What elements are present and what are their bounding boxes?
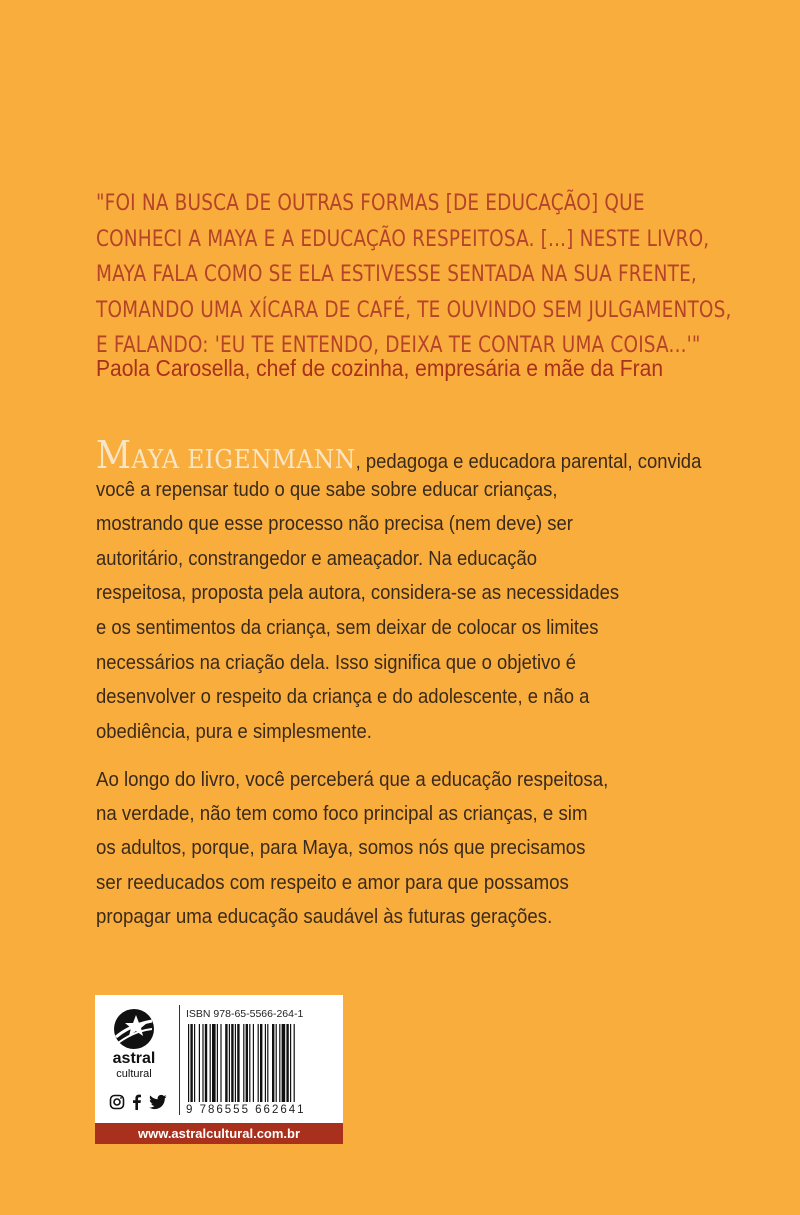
- barcode-bar: [265, 1024, 266, 1102]
- description-line: você a repensar tudo o que sabe sobre educar crianças,: [96, 477, 558, 501]
- quote-line: TOMANDO UMA XÍCARA DE CAFÉ, TE OUVINDO SEM JULGAMENTOS,: [96, 297, 732, 323]
- barcode-bar: [276, 1024, 277, 1102]
- isbn-label: ISBN 978-65-5566-264-1: [186, 1008, 304, 1020]
- description-line: obediência, pura e simplesmente.: [96, 719, 372, 743]
- barcode-panel: [95, 995, 343, 1123]
- facebook-icon[interactable]: [131, 1094, 143, 1110]
- barcode-bar: [260, 1024, 262, 1102]
- barcode-bar: [279, 1024, 280, 1102]
- barcode-bar: [231, 1024, 233, 1102]
- barcode-bar: [267, 1024, 268, 1102]
- barcode-bar: [246, 1024, 248, 1102]
- barcode-bar: [220, 1024, 221, 1102]
- barcode-bar: [205, 1024, 207, 1102]
- quote-line: MAYA FALA COMO SE ELA ESTIVESSE SENTADA NA SUA FRENTE,: [96, 262, 697, 288]
- description-line: necessários na criação dela. Isso significa que o objetivo é: [96, 650, 576, 674]
- description-line: MAYA EIGENMANN, pedagoga e educadora parental, convida: [96, 433, 702, 477]
- panel-divider: [179, 1005, 180, 1115]
- book-description: [96, 433, 756, 749]
- barcode-bar: [217, 1024, 218, 1102]
- paragraph-line: os adultos, porque, para Maya, somos nós que precisamos: [96, 836, 586, 860]
- barcode-bar: [225, 1024, 227, 1102]
- paragraph-line: na verdade, não tem como foco principal as crianças, e sim: [96, 802, 588, 826]
- publisher-emblem-icon: [106, 1007, 166, 1087]
- publisher-name: astral: [112, 1050, 156, 1067]
- barcode-bar: [237, 1024, 239, 1102]
- barcode-bar: [253, 1024, 254, 1102]
- barcode-bar: [249, 1024, 250, 1102]
- barcode-bar: [199, 1024, 200, 1102]
- instagram-icon[interactable]: [109, 1094, 125, 1110]
- quote-line: CONHECI A MAYA E A EDUCAÇÃO RESPEITOSA. [...] NESTE LIVRO,: [96, 226, 710, 252]
- social-icons: [109, 1093, 173, 1111]
- barcode-bar: [188, 1024, 189, 1102]
- barcode-bar: [212, 1024, 216, 1102]
- barcode-bar: [194, 1024, 195, 1102]
- paragraph-line: ser reeducados com respeito e amor para que possamos: [96, 870, 569, 894]
- quote-line: E FALANDO: 'EU TE ENTENDO, DEIXA TE CONTAR UMA COISA...'": [96, 333, 701, 359]
- paragraph-line: Ao longo do livro, você perceberá que a educação respeitosa,: [96, 768, 609, 791]
- back-cover-quote: [96, 186, 732, 364]
- description-line: respeitosa, proposta pela autora, considera-se as necessidades: [96, 581, 620, 605]
- barcode-bar: [282, 1024, 286, 1102]
- barcode-bar: [229, 1024, 230, 1102]
- isbn-digits: 9 786555 662641: [186, 1104, 306, 1116]
- barcode-bar: [210, 1024, 211, 1102]
- publisher-subname: cultural: [116, 1068, 152, 1080]
- description-line: autoritário, constrangedor e ameaçador. Na educação: [96, 546, 538, 570]
- barcode-bar: [294, 1024, 295, 1102]
- barcode-bar: [243, 1024, 244, 1102]
- description-line: mostrando que esse processo não precisa (nem deve) ser: [96, 512, 573, 536]
- barcode-bar: [258, 1024, 259, 1102]
- quote-line: "FOI NA BUSCA DE OUTRAS FORMAS [DE EDUCAÇÃO] QUE: [96, 191, 645, 216]
- description-line: desenvolver o respeito da criança e do adolescente, e não a: [96, 685, 590, 709]
- barcode-bar: [235, 1024, 236, 1102]
- paragraph-line: propagar uma educação saudável às futuras gerações.: [96, 904, 553, 928]
- barcode-bar: [286, 1024, 288, 1102]
- description-line: e os sentimentos da criança, sem deixar de colocar os limites: [96, 615, 599, 639]
- second-paragraph: [96, 763, 756, 934]
- publisher-website[interactable]: www.astralcultural.com.br: [95, 1123, 343, 1144]
- barcode: [186, 1024, 336, 1102]
- quote-attribution: Paola Carosella, chef de cozinha, empresária e mãe da Fran: [96, 355, 664, 381]
- twitter-icon[interactable]: [149, 1094, 167, 1110]
- barcode-bar: [190, 1024, 192, 1102]
- barcode-bar: [202, 1024, 203, 1102]
- barcode-bar: [290, 1024, 291, 1102]
- publisher-logo: [106, 1007, 166, 1087]
- author-name: MAYA EIGENMANN: [96, 433, 356, 477]
- barcode-bar: [272, 1024, 274, 1102]
